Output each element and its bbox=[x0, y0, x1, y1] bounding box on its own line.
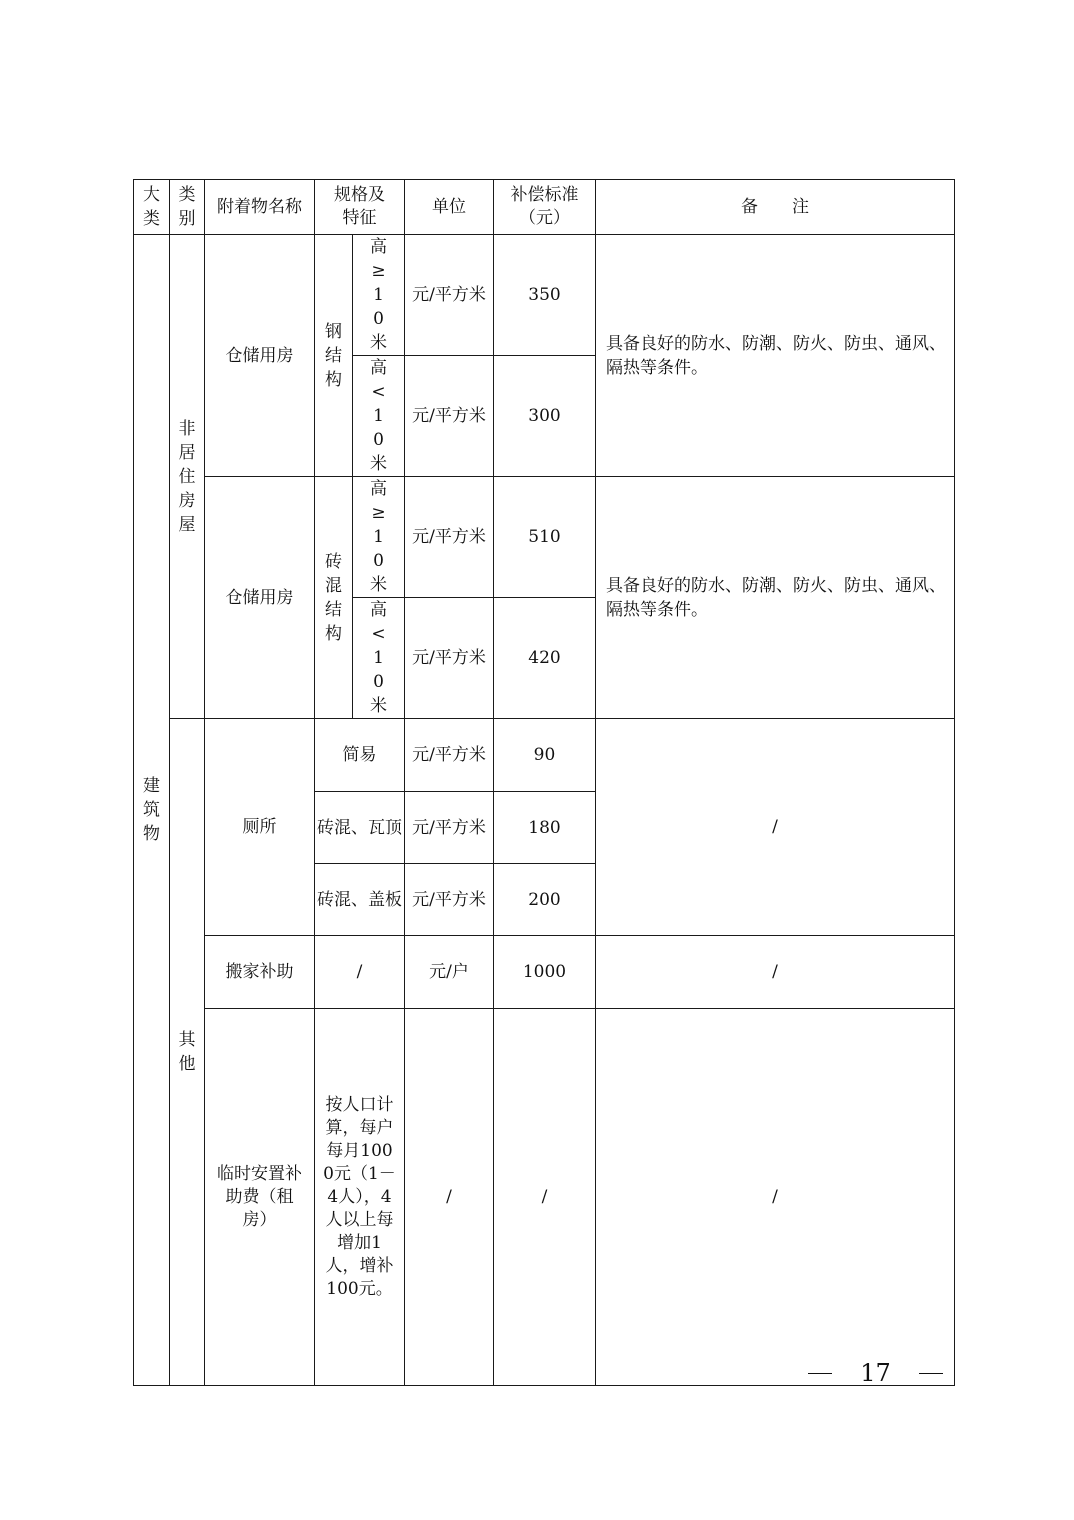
spec-low-1: 高<10米 bbox=[353, 356, 405, 477]
remark-cell: 具备良好的防水、防潮、防火、防虫、通风、隔热等条件。 bbox=[596, 235, 955, 477]
header-major-class: 大类 bbox=[134, 180, 170, 235]
toilet-name: 厕所 bbox=[205, 719, 315, 936]
moving-name: 搬家补助 bbox=[205, 936, 315, 1009]
spec-high-2: 高≥10米 bbox=[353, 477, 405, 598]
temp-name: 临时安置补助费（租房） bbox=[205, 1009, 315, 1386]
value-cell: 300 bbox=[494, 356, 596, 477]
remark-cell: / bbox=[596, 719, 955, 936]
structure-steel: 钢结构 bbox=[315, 235, 353, 477]
remark-cell: 具备良好的防水、防潮、防火、防虫、通风、隔热等条件。 bbox=[596, 477, 955, 719]
table-row bbox=[134, 719, 955, 792]
value-cell: 200 bbox=[494, 864, 596, 936]
value-cell: 90 bbox=[494, 719, 596, 792]
unit-cell: 元/平方米 bbox=[405, 598, 494, 719]
unit-cell: 元/户 bbox=[405, 936, 494, 1009]
spec-cell: 砖混、盖板 bbox=[315, 864, 405, 936]
value-cell: 510 bbox=[494, 477, 596, 598]
spec-low-2: 高<10米 bbox=[353, 598, 405, 719]
spec-cell: 砖混、瓦顶 bbox=[315, 792, 405, 864]
table-row bbox=[134, 477, 955, 598]
header-remarks: 备 注 bbox=[596, 180, 955, 235]
unit-cell: 元/平方米 bbox=[405, 356, 494, 477]
major-class-cell: 建筑物 bbox=[134, 235, 170, 1386]
table-row bbox=[134, 1009, 955, 1386]
unit-cell: 元/平方米 bbox=[405, 792, 494, 864]
unit-cell: 元/平方米 bbox=[405, 235, 494, 356]
value-cell: / bbox=[494, 1009, 596, 1386]
remark-cell: / bbox=[596, 1009, 955, 1386]
spec-cell: 按人口计算，每户每月1000元（1－4人），4人以上每增加1人，增补100元。 bbox=[315, 1009, 405, 1386]
spec-cell: / bbox=[315, 936, 405, 1009]
compensation-table bbox=[133, 179, 955, 1386]
value-cell: 350 bbox=[494, 235, 596, 356]
value-cell: 180 bbox=[494, 792, 596, 864]
value-cell: 420 bbox=[494, 598, 596, 719]
header-row bbox=[134, 180, 955, 235]
page-number-text: 17 bbox=[860, 1359, 891, 1387]
page-number bbox=[808, 1356, 943, 1390]
dash-left bbox=[808, 1373, 832, 1374]
header-spec: 规格及特征 bbox=[315, 180, 405, 235]
unit-cell: 元/平方米 bbox=[405, 719, 494, 792]
category-non-residential: 非居住房屋 bbox=[170, 235, 205, 719]
table-row bbox=[134, 235, 955, 356]
category-other: 其他 bbox=[170, 719, 205, 1386]
header-category: 类别 bbox=[170, 180, 205, 235]
table-row bbox=[134, 936, 955, 1009]
header-standard: 补偿标准（元） bbox=[494, 180, 596, 235]
header-item-name: 附着物名称 bbox=[205, 180, 315, 235]
structure-brick: 砖混结构 bbox=[315, 477, 353, 719]
remark-cell: / bbox=[596, 936, 955, 1009]
spec-high-1: 高≥10米 bbox=[353, 235, 405, 356]
unit-cell: 元/平方米 bbox=[405, 864, 494, 936]
header-unit: 单位 bbox=[405, 180, 494, 235]
storage-name-2: 仓储用房 bbox=[205, 477, 315, 719]
value-cell: 1000 bbox=[494, 936, 596, 1009]
dash-right bbox=[919, 1373, 943, 1374]
unit-cell: 元/平方米 bbox=[405, 477, 494, 598]
unit-cell: / bbox=[405, 1009, 494, 1386]
storage-name-1: 仓储用房 bbox=[205, 235, 315, 477]
spec-cell: 简易 bbox=[315, 719, 405, 792]
